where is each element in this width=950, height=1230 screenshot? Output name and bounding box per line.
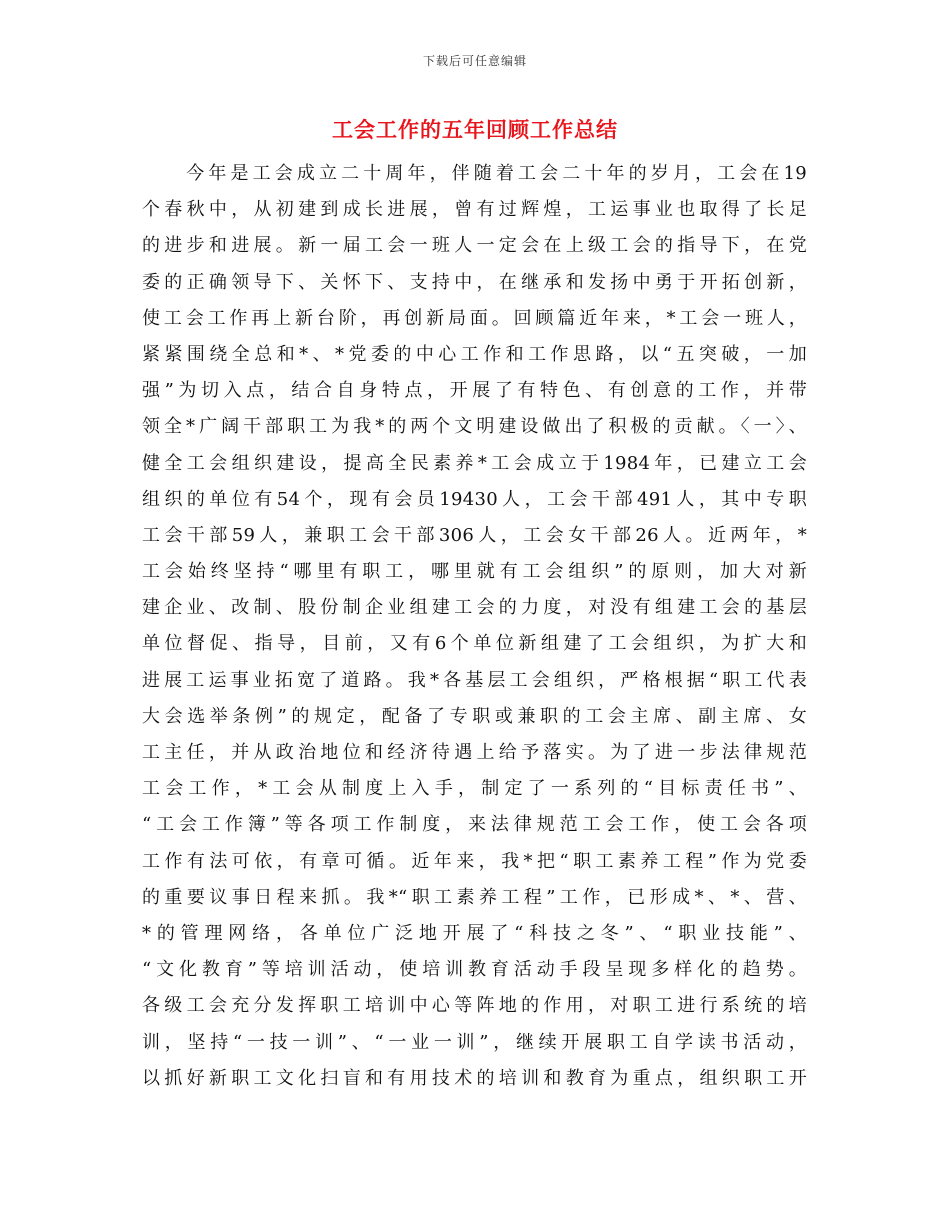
body-line: “工会工作簿”等各项工作制度，来法律规范工会工作，使工会各项: [142, 814, 807, 836]
document-title: 工会工作的五年回顾工作总结: [332, 117, 618, 142]
body-line: 单位督促、指导，目前，又有6个单位新组建了工会组织，为扩大和: [142, 633, 807, 655]
body-line: 工会干部59人，兼职工会干部306人，工会女干部26人。近两年，*: [142, 524, 807, 546]
body-line: 组织的单位有54个，现有会员19430人，工会干部491人，其中专职: [142, 488, 807, 510]
body-line: 工会工作，*工会从制度上入手，制定了一系列的“目标责任书”、: [142, 778, 807, 800]
body-line: “文化教育”等培训活动，使培训教育活动手段呈现多样化的趋势。: [142, 959, 807, 981]
body-line: 委的正确领导下、关怀下、支持中，在继承和发扬中勇于开拓创新，: [142, 271, 807, 293]
body-line: 领全*广阔干部职工为我*的两个文明建设做出了积极的贡献。〈一〉、: [142, 416, 807, 438]
body-line: *的管理网络，各单位广泛地开展了“科技之冬”、“职业技能”、: [142, 922, 807, 944]
body-line: 个春秋中，从初建到成长进展，曾有过辉煌，工运事业也取得了长足: [142, 199, 807, 221]
body-line: 大会选举条例”的规定，配备了专职或兼职的工会主席、副主席、女: [142, 705, 807, 727]
body-line: 工会始终坚持“哪里有职工，哪里就有工会组织”的原则，加大对新: [142, 561, 807, 583]
body-line: 强”为切入点，结合自身特点，开展了有特色、有创意的工作，并带: [142, 380, 807, 402]
body-line: 建企业、改制、股份制企业组建工会的力度，对没有组建工会的基层: [142, 597, 807, 619]
body-line: 各级工会充分发挥职工培训中心等阵地的作用，对职工进行系统的培: [142, 995, 807, 1017]
document-body: [142, 156, 807, 1097]
body-line: 紧紧围绕全总和*、*党委的中心工作和工作思路，以“五突破，一加: [142, 343, 807, 365]
body-line: 使工会工作再上新台阶，再创新局面。回顾篇近年来，*工会一班人，: [142, 307, 807, 329]
body-line: 以抓好新职工文化扫盲和有用技术的培训和教育为重点，组织职工开: [142, 1067, 807, 1089]
body-line: 的进步和进展。新一届工会一班人一定会在上级工会的指导下，在党: [142, 235, 807, 257]
body-line: 训，坚持“一技一训”、“一业一训”，继续开展职工自学读书活动，: [142, 1031, 807, 1053]
body-line: 健全工会组织建设，提高全民素养*工会成立于1984年，已建立工会: [142, 452, 807, 474]
body-line: 的重要议事日程来抓。我*“职工素养工程”工作，已形成*、*、营、: [142, 886, 807, 908]
body-line: 工作有法可依，有章可循。近年来，我*把“职工素养工程”作为党委: [142, 850, 807, 872]
body-line: 工主任，并从政治地位和经济待遇上给予落实。为了进一步法律规范: [142, 742, 807, 763]
body-line: 今年是工会成立二十周年，伴随着工会二十年的岁月，工会在19: [142, 163, 807, 184]
page-header-caption: 下载后可任意编辑: [422, 54, 527, 68]
body-line: 进展工运事业拓宽了道路。我*各基层工会组织，严格根据“职工代表: [142, 669, 807, 691]
